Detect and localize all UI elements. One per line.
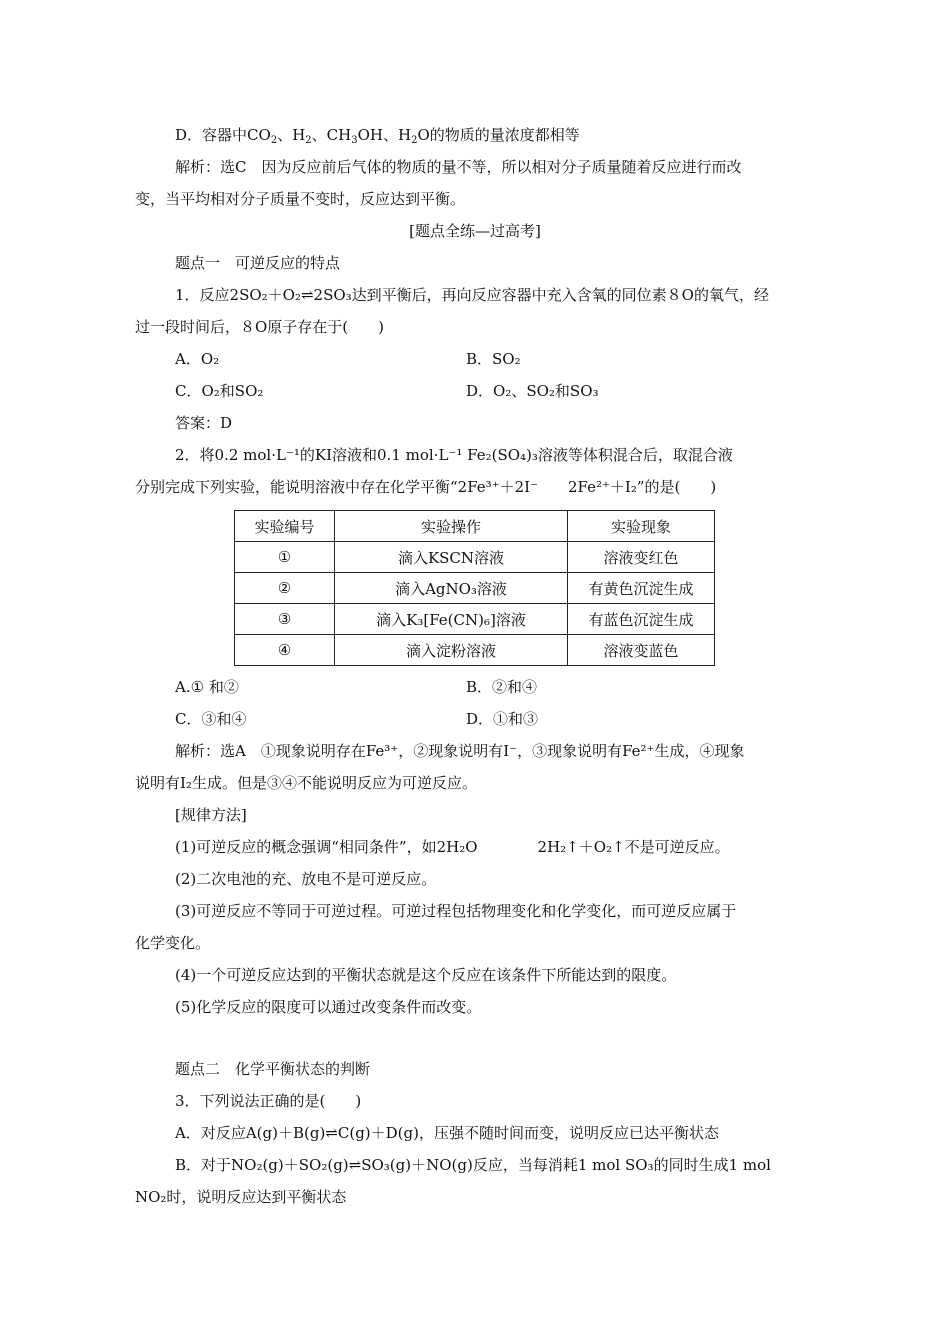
question-2-option-a: A.① 和② — [175, 678, 239, 696]
question-1-option-c: C．O₂和SO₂ — [175, 382, 264, 400]
table-cell: ③ — [235, 604, 335, 635]
table-cell: ④ — [235, 635, 335, 666]
experiment-table — [234, 510, 715, 666]
table-row — [235, 635, 715, 666]
question-1-option-d: D．O₂、SO₂和SO₃ — [466, 382, 599, 400]
table-row — [235, 573, 715, 604]
table-row — [235, 604, 715, 635]
question-3-option-b: B．对于NO₂(g)＋SO₂(g)⇌SO₃(g)＋NO(g)反应，当每消耗1 mol SO₃的同时生成1 mol — [175, 1156, 771, 1174]
topic-heading: 题点一 可逆反应的特点 — [175, 254, 341, 272]
question-2-stem: 2．将0.2 mol·L⁻¹的KI溶液和0.1 mol·L⁻¹ Fe₂(SO₄)₃溶液等体积混合后，取混合液 — [175, 446, 733, 464]
table-cell: 滴入K₃[Fe(CN)₆]溶液 — [335, 604, 568, 635]
rule-item: (4)一个可逆反应达到的平衡状态就是这个反应在该条件下所能达到的限度。 — [175, 966, 677, 984]
rule-item: (2)二次电池的充、放电不是可逆反应。 — [175, 870, 437, 888]
table-header-cell: 实验操作 — [335, 511, 568, 542]
question-1-option-b: B．SO₂ — [466, 350, 521, 368]
question-2-option-d: D．①和③ — [466, 710, 539, 728]
analysis-line: 解析：选A ①现象说明存在Fe³⁺，②现象说明有I⁻，③现象说明有Fe²⁺生成，④现象 — [175, 742, 745, 760]
table-header-cell: 实验现象 — [568, 511, 715, 542]
question-1-answer: 答案：D — [175, 414, 233, 432]
question-1-stem: 过一段时间后，８O原子存在于( ) — [135, 318, 385, 336]
table-header-row — [235, 511, 715, 542]
question-3-option-a: A．对反应A(g)＋B(g)⇌C(g)＋D(g)，压强不随时间而变，说明反应已达平衡状态 — [175, 1124, 719, 1142]
table-cell: 滴入KSCN溶液 — [335, 542, 568, 573]
table-cell: 滴入淀粉溶液 — [335, 635, 568, 666]
question-3-stem: 3．下列说法正确的是( ) — [175, 1092, 362, 1110]
option-d-prev-question: D．容器中$CO_2$、$H_2$、$CH_3OH$、$H_2O$的物质的量浓度都相等 — [175, 126, 580, 146]
question-1-stem: 1．反应2SO₂＋O₂⇌2SO₃达到平衡后，再向反应容器中充入含氧的同位素８O的氧气，经 — [175, 286, 769, 304]
question-2-stem: 分别完成下列实验，能说明溶液中存在化学平衡“2Fe³⁺＋2I⁻ 2Fe²⁺＋I₂”的是( ) — [135, 478, 717, 496]
table-cell: 有黄色沉淀生成 — [568, 573, 715, 604]
table-cell: 溶液变红色 — [568, 542, 715, 573]
rule-item: (3)可逆反应不等同于可逆过程。可逆过程包括物理变化和化学变化，而可逆反应属于 — [175, 902, 737, 920]
question-2-option-c: C．③和④ — [175, 710, 247, 728]
table-cell: 溶液变蓝色 — [568, 635, 715, 666]
table-row — [235, 542, 715, 573]
table-cell: ① — [235, 542, 335, 573]
rule-item: (1)可逆反应的概念强调“相同条件”，如2H₂O 2H₂↑＋O₂↑不是可逆反应。 — [175, 838, 730, 856]
analysis-line: 说明有I₂生成。但是③④不能说明反应为可逆反应。 — [135, 774, 477, 792]
analysis-line: 解析：选C 因为反应前后气体的物质的量不等，所以相对分子质量随着反应进行而改 — [175, 158, 742, 176]
table-header-cell: 实验编号 — [235, 511, 335, 542]
table-cell: 有蓝色沉淀生成 — [568, 604, 715, 635]
question-2-option-b: B．②和④ — [466, 678, 538, 696]
table-cell: ② — [235, 573, 335, 604]
table-cell: 滴入AgNO₃溶液 — [335, 573, 568, 604]
topic-heading: 题点二 化学平衡状态的判断 — [175, 1060, 371, 1078]
question-1-option-a: A．O₂ — [175, 350, 220, 368]
analysis-line: 变，当平均相对分子质量不变时，反应达到平衡。 — [135, 190, 466, 208]
rule-item: (5)化学反应的限度可以通过改变条件而改变。 — [175, 998, 482, 1016]
rule-item: 化学变化。 — [135, 934, 211, 952]
question-3-option-b: NO₂时，说明反应达到平衡状态 — [135, 1188, 347, 1206]
rules-title: [规律方法] — [175, 806, 247, 824]
section-header: [题点全练—过高考] — [409, 222, 541, 240]
